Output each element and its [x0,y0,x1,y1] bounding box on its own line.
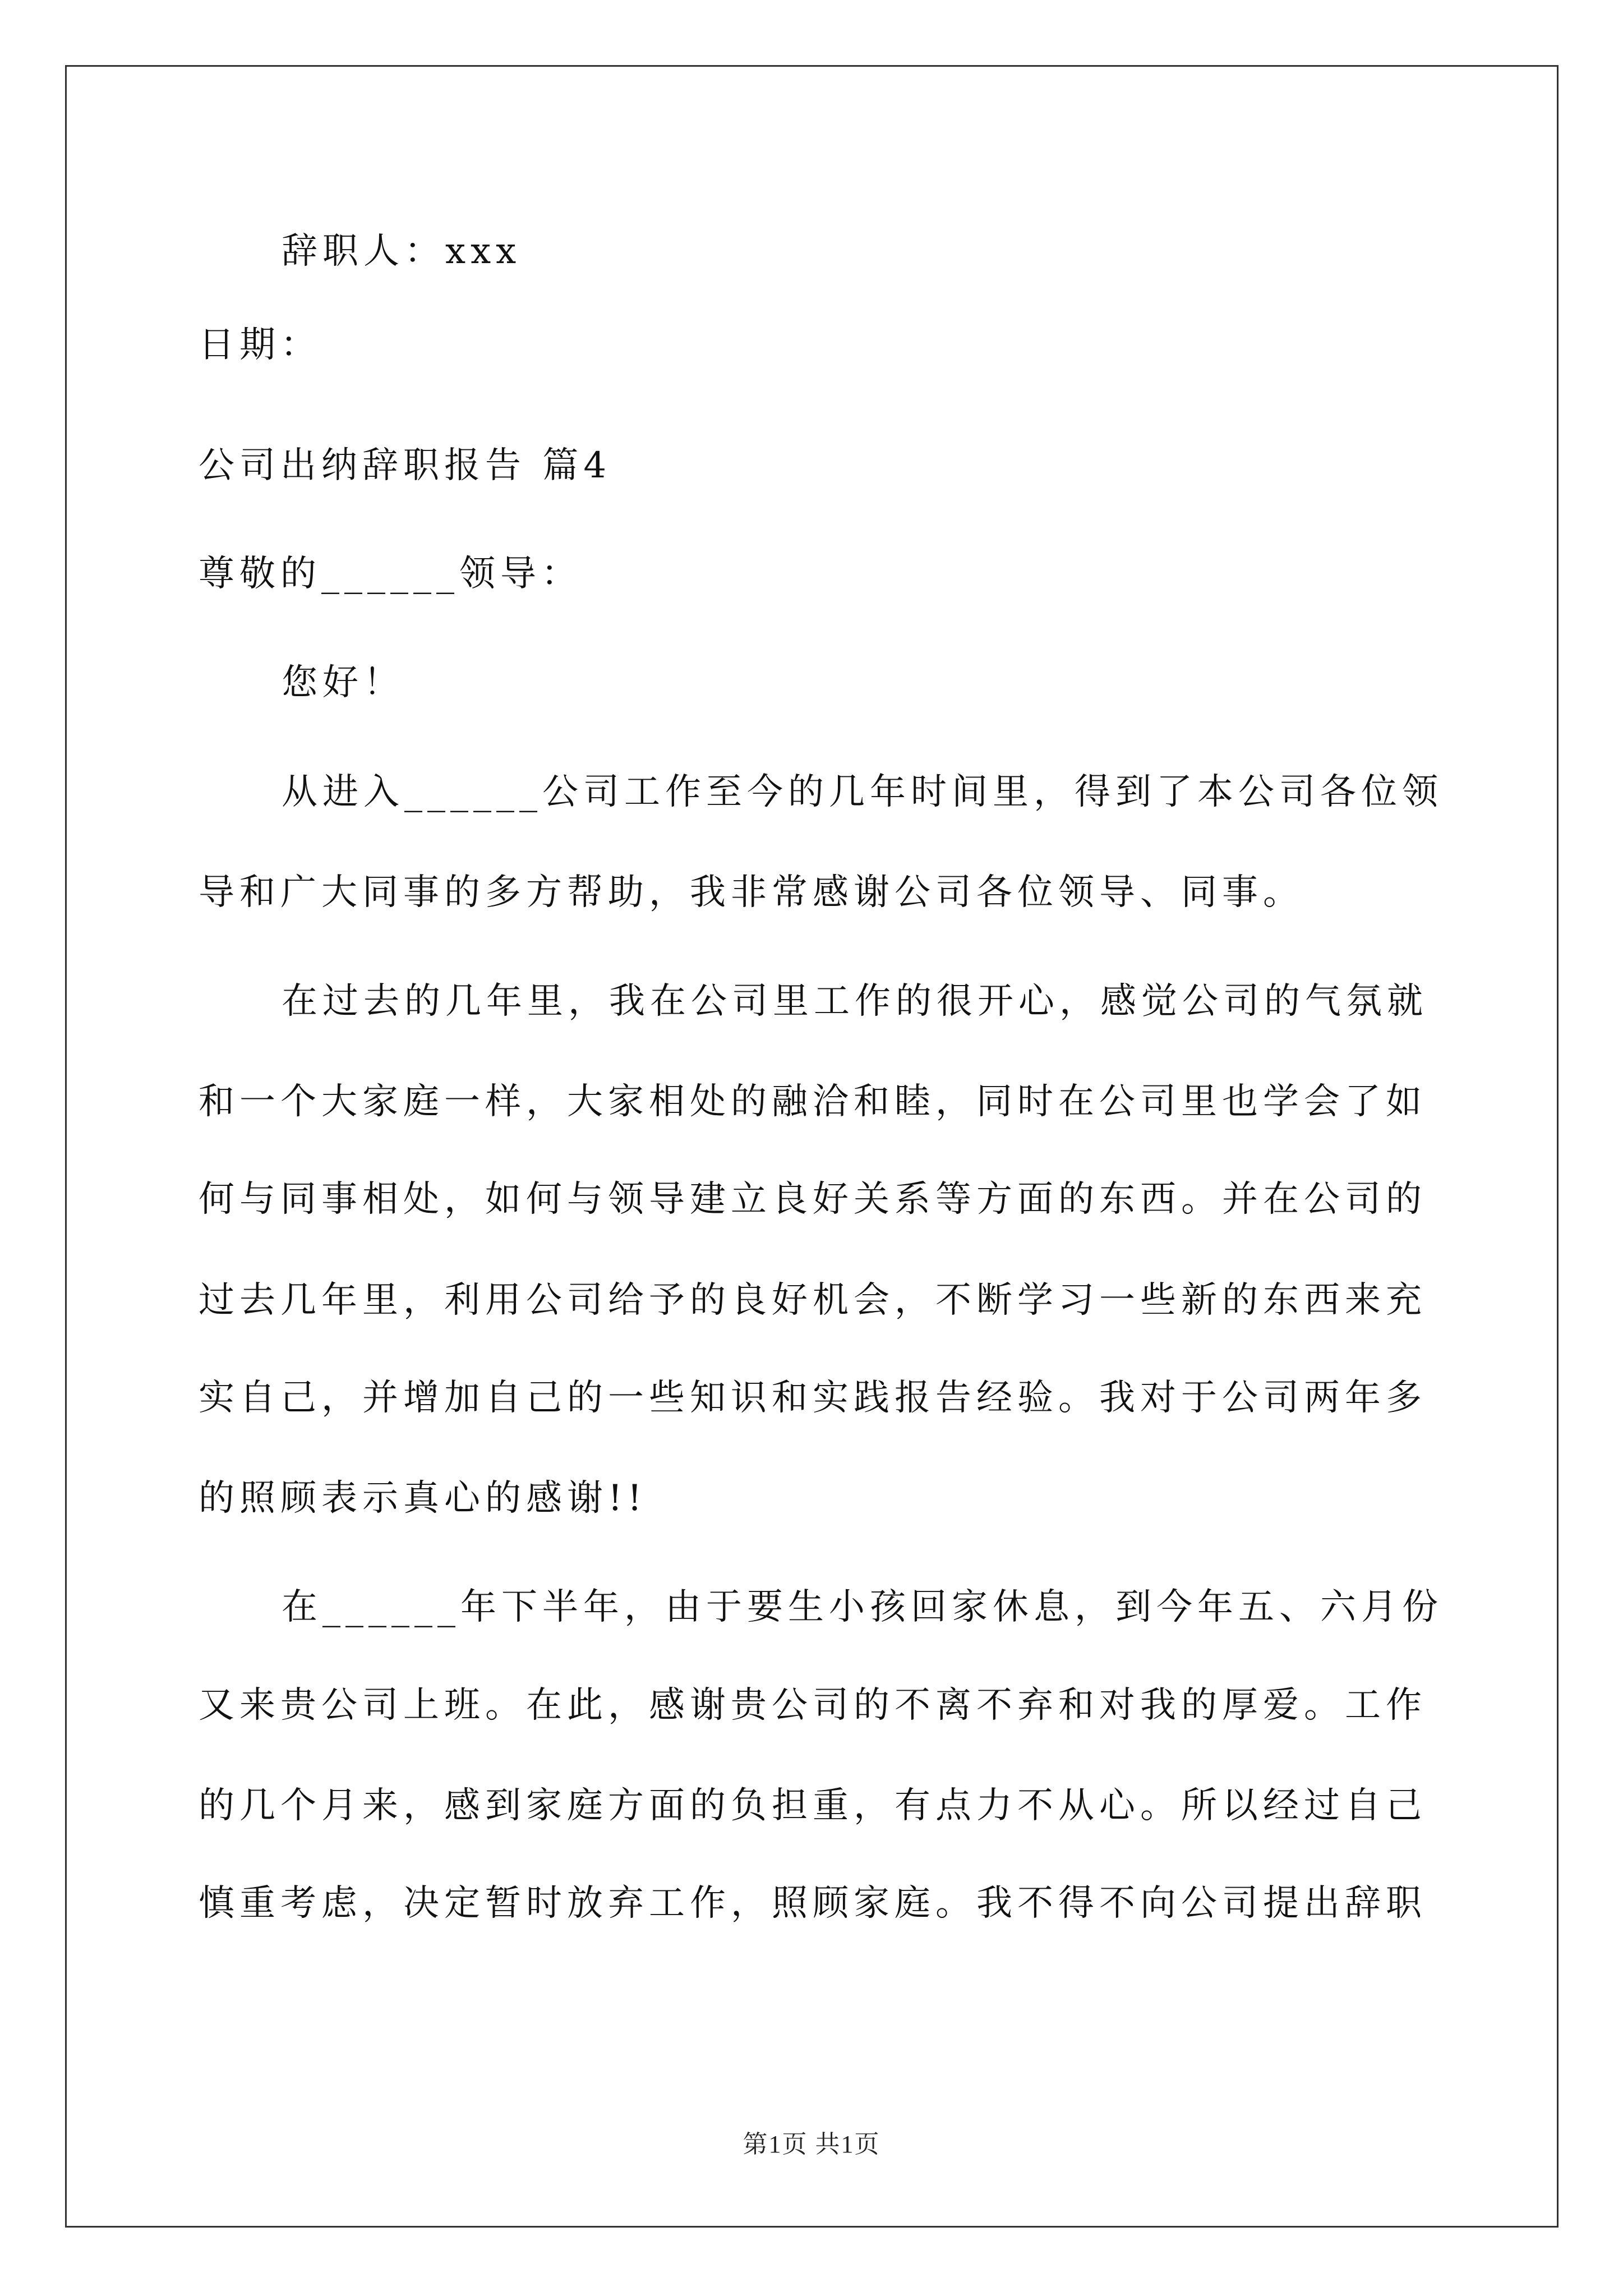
section-title: 公司出纳辞职报告 篇4 [199,445,612,486]
paragraph-line: 在过去的几年里，我在公司里工作的很开心，感觉公司的气氛就 [282,981,1428,1022]
paragraph-line: 导和广大同事的多方帮助，我非常感谢公司各位领导、同事。 [199,872,1304,913]
resigner-line: 辞职人：xxx [282,231,522,272]
paragraph-line: 在______年下半年，由于要生小孩回家休息，到今年五、六月份 [282,1586,1443,1628]
paragraph-line: 和一个大家庭一样，大家相处的融洽和睦，同时在公司里也学会了如 [199,1081,1427,1122]
paragraph-line: 又来贵公司上班。在此，感谢贵公司的不离不弃和对我的厚爱。工作 [199,1685,1427,1726]
paragraph-line: 的几个月来，感到家庭方面的负担重，有点力不从心。所以经过自己 [199,1785,1427,1826]
paragraph-line: 慎重考虑，决定暂时放弃工作，照顾家庭。我不得不向公司提出辞职 [199,1883,1427,1924]
date-line: 日期： [199,324,321,366]
paragraph-line: 何与同事相处，如何与领导建立良好关系等方面的东西。并在公司的 [199,1179,1427,1220]
page-footer: 第1页 共1页 [743,2131,880,2158]
paragraph-line: 过去几年里，利用公司给予的良好机会，不断学习一些新的东西来充 [199,1280,1427,1321]
paragraph-line: 的照顾表示真心的感谢!! [199,1478,647,1519]
paragraph-line: 从进入______公司工作至今的几年时间里，得到了本公司各位领 [282,771,1443,813]
greeting: 您好！ [282,662,404,703]
salutation: 尊敬的______领导： [199,553,582,595]
paragraph-line: 实自己，并增加自己的一些知识和实践报告经验。我对于公司两年多 [199,1377,1427,1419]
